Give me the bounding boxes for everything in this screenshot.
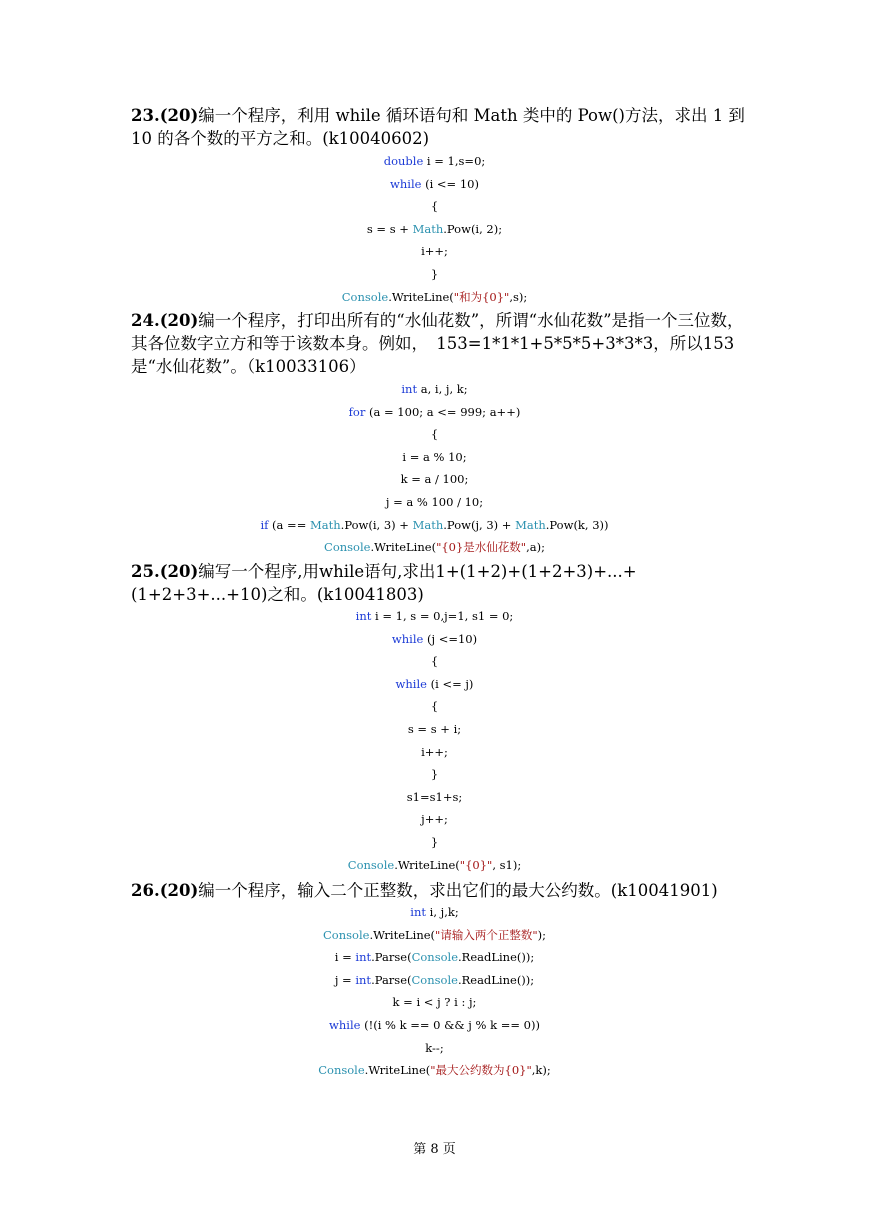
code-keyword: for <box>348 404 366 419</box>
code-line <box>0 491 869 514</box>
code-text: .Parse( <box>371 972 412 987</box>
code-keyword: int <box>410 905 426 919</box>
code-keyword: double <box>383 154 424 168</box>
code-line <box>0 741 869 764</box>
code-text: i++; <box>421 244 448 259</box>
code-line <box>0 536 869 559</box>
code-text: (j <=10) <box>423 631 478 646</box>
question-26 <box>131 879 746 902</box>
code-text: s = s + <box>366 221 413 236</box>
code-keyword: while <box>390 176 422 191</box>
question-24 <box>131 309 746 378</box>
question-25 <box>131 560 746 606</box>
question-number: 24. <box>131 311 160 330</box>
code-line <box>0 991 869 1014</box>
code-text: s = s + i; <box>407 721 462 736</box>
code-text: k--; <box>425 1040 444 1055</box>
code-text: .WriteLine( <box>388 289 454 304</box>
code-line <box>0 901 869 924</box>
code-line <box>0 786 869 809</box>
code-type: Math <box>310 517 341 532</box>
code-string: "和为{0}" <box>453 289 510 304</box>
code-text: i = <box>334 950 356 965</box>
code-type: Console <box>318 1063 365 1078</box>
code-text: .ReadLine()); <box>457 972 535 987</box>
code-type: Console <box>411 950 459 965</box>
code-text: .WriteLine( <box>369 927 436 942</box>
code-line <box>0 808 869 831</box>
code-keyword: while <box>329 1017 361 1032</box>
code-line <box>0 969 869 992</box>
code-keyword: int <box>355 609 372 623</box>
code-text: i++; <box>421 744 448 759</box>
code-line <box>0 1059 869 1082</box>
code-text: a, i, j, k; <box>417 382 468 396</box>
code-line <box>0 401 869 424</box>
code-keyword: int <box>355 950 372 965</box>
code-type: Console <box>323 927 370 942</box>
code-block-26 <box>0 901 869 1082</box>
code-text: .ReadLine()); <box>458 950 535 965</box>
code-text: .Parse( <box>371 950 412 965</box>
code-line <box>0 446 869 469</box>
code-text: { <box>430 654 439 669</box>
question-text: 编写一个程序,用while语句,求出1+(1+2)+(1+2+3)+...+(1+2+3+...+10)之和。(k10041803) <box>131 562 637 604</box>
code-keyword: while <box>395 676 427 691</box>
code-text: k = a / 100; <box>400 472 469 487</box>
code-keyword: int <box>401 382 418 396</box>
code-line <box>0 150 869 173</box>
question-number: 26. <box>131 881 160 900</box>
code-text: j++; <box>421 812 448 827</box>
code-line <box>0 854 869 877</box>
code-text: } <box>430 834 439 849</box>
code-line <box>0 1037 869 1060</box>
question-score: (20) <box>159 311 199 330</box>
code-line <box>0 605 869 628</box>
code-text: .WriteLine( <box>364 1063 431 1078</box>
code-line <box>0 695 869 718</box>
code-text: (a == <box>268 517 310 532</box>
code-text: j = <box>334 972 356 987</box>
code-line <box>0 286 869 309</box>
code-text: .Pow(i, 3) + <box>340 517 413 532</box>
code-block-25 <box>0 605 869 876</box>
code-line <box>0 650 869 673</box>
code-text: s1=s1+s; <box>406 789 463 804</box>
code-text: .Pow(i, 2); <box>443 221 503 236</box>
code-line <box>0 946 869 969</box>
code-text: i = a % 10; <box>402 449 467 464</box>
code-line <box>0 1014 869 1037</box>
question-number: 25. <box>131 562 160 581</box>
code-string: "{0}是水仙花数" <box>436 540 527 555</box>
question-23 <box>131 104 746 150</box>
question-number: 23. <box>131 106 160 125</box>
code-line <box>0 195 869 218</box>
code-text: ,s); <box>509 289 528 304</box>
code-string: "最大公约数为{0}" <box>430 1063 532 1078</box>
code-line <box>0 378 869 401</box>
code-type: Math <box>412 517 444 532</box>
code-keyword: if <box>260 517 269 532</box>
code-line <box>0 924 869 947</box>
code-text: .Pow(k, 3)) <box>545 517 609 532</box>
code-string: "{0}" <box>459 857 493 872</box>
code-type: Console <box>341 289 389 304</box>
code-keyword: int <box>355 972 372 987</box>
code-line <box>0 173 869 196</box>
question-text: 编一个程序，输入二个正整数，求出它们的最大公约数。(k10041901) <box>198 881 718 900</box>
code-text: .WriteLine( <box>370 540 437 555</box>
code-type: Console <box>411 972 458 987</box>
code-text: .Pow(j, 3) + <box>443 517 516 532</box>
code-line <box>0 718 869 741</box>
code-line <box>0 423 869 446</box>
code-line <box>0 673 869 696</box>
code-text: .WriteLine( <box>394 857 460 872</box>
code-text: (a = 100; a <= 999; a++) <box>365 404 521 419</box>
code-line <box>0 514 869 537</box>
code-keyword: while <box>391 631 424 646</box>
code-block-24 <box>0 378 869 559</box>
code-text: (!(i % k == 0 && j % k == 0)) <box>360 1017 540 1032</box>
question-score: (20) <box>159 881 199 900</box>
code-text: { <box>430 199 439 214</box>
question-score: (20) <box>159 562 199 581</box>
code-string: "请输入两个正整数" <box>435 927 538 942</box>
code-text: (i <= j) <box>426 676 474 691</box>
code-text: (i <= 10) <box>421 176 479 191</box>
code-text: , s1); <box>492 857 522 872</box>
code-type: Console <box>347 857 395 872</box>
code-text: } <box>430 266 439 281</box>
code-line <box>0 240 869 263</box>
code-text: i, j,k; <box>426 905 459 919</box>
code-type: Math <box>515 517 546 532</box>
code-text: ,k); <box>531 1063 551 1078</box>
code-line <box>0 763 869 786</box>
code-type: Console <box>324 540 371 555</box>
code-line <box>0 831 869 854</box>
code-text: ); <box>537 927 546 942</box>
code-text: i = 1, s = 0,j=1, s1 = 0; <box>371 609 514 623</box>
question-text: 编一个程序，打印出所有的“水仙花数”，所谓“水仙花数”是指一个三位数，其各位数字立方和等于该数本身。例如， 153=1*1*1+5*5*5+3*3*3，所以153是“水仙花数”。（k10033106） <box>131 311 744 376</box>
code-text: ,a); <box>526 540 545 555</box>
code-text: i = 1,s=0; <box>423 154 486 168</box>
code-text: { <box>430 427 439 442</box>
code-block-23 <box>0 150 869 308</box>
question-text: 编一个程序，利用 while 循环语句和 Math 类中的 Pow()方法，求出 1 到 10 的各个数的平方之和。(k10040602) <box>131 106 745 148</box>
code-text: { <box>430 699 439 714</box>
code-line <box>0 628 869 651</box>
code-text: k = i < j ? i : j; <box>392 995 477 1010</box>
code-type: Math <box>412 221 444 236</box>
page-number: 第 8 页 <box>413 1142 456 1157</box>
code-text: j = a % 100 / 10; <box>385 494 484 509</box>
code-line <box>0 468 869 491</box>
code-line <box>0 263 869 286</box>
code-text: } <box>430 767 439 782</box>
question-score: (20) <box>159 106 199 125</box>
code-line <box>0 218 869 241</box>
